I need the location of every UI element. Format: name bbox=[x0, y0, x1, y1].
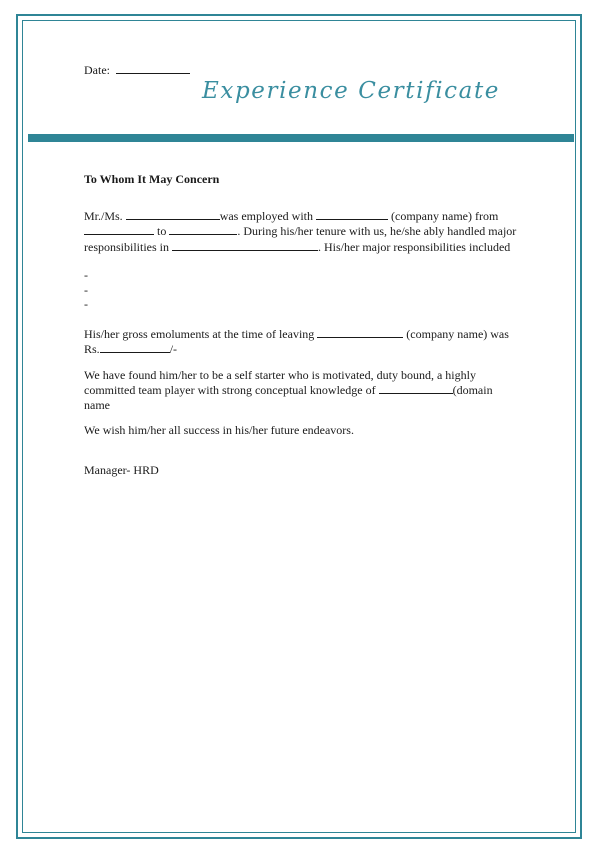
text-was-rs: (company name) was Rs. bbox=[84, 326, 509, 356]
responsibility-blank bbox=[172, 239, 318, 251]
date-blank bbox=[116, 62, 190, 74]
company-blank bbox=[316, 208, 388, 220]
list-item: - bbox=[84, 282, 88, 297]
certificate-title: Experience Certificate bbox=[202, 78, 500, 104]
responsibility-list bbox=[84, 268, 520, 312]
domain-blank bbox=[379, 382, 453, 394]
text-responsibilities: . His/her major responsibilities included bbox=[318, 239, 511, 254]
text-tenure: . During his/her tenure with us, he/she ably handled major responsibilities in bbox=[84, 224, 517, 254]
company-blank-2 bbox=[317, 326, 403, 338]
date-label: Date: bbox=[84, 63, 110, 77]
text-slash-dash: /- bbox=[169, 342, 178, 356]
text-appraisal: We have found him/her to be a self starter who is motivated, duty bound, a highly committed team player with strong conceptual knowledge of bbox=[84, 367, 476, 397]
signature: Manager- HRD bbox=[84, 462, 159, 477]
to-date-blank bbox=[169, 223, 237, 235]
text-employed-with: was employed with bbox=[219, 208, 314, 223]
list-item: - bbox=[84, 268, 88, 282]
paragraph-employment bbox=[84, 208, 520, 255]
letter-body bbox=[84, 172, 520, 477]
paragraph-wishes: We wish him/her all success in his/her future endeavors. bbox=[84, 423, 354, 437]
paragraph-appraisal bbox=[84, 368, 520, 413]
from-date-blank bbox=[84, 223, 154, 235]
salutation-heading: To Whom It May Concern bbox=[84, 172, 220, 186]
text-company-from: (company name) from bbox=[391, 208, 499, 223]
paragraph-emoluments bbox=[84, 326, 520, 357]
text-emoluments: His/her gross emoluments at the time of leaving bbox=[84, 326, 315, 341]
name-blank bbox=[126, 208, 220, 220]
header-band bbox=[28, 134, 574, 142]
text-mr-ms: Mr./Ms. bbox=[84, 208, 123, 223]
date-line bbox=[84, 62, 190, 78]
amount-blank bbox=[100, 341, 170, 353]
text-domain-name: (domain name bbox=[84, 383, 493, 412]
text-to: to bbox=[157, 224, 167, 238]
list-item: - bbox=[84, 297, 88, 311]
